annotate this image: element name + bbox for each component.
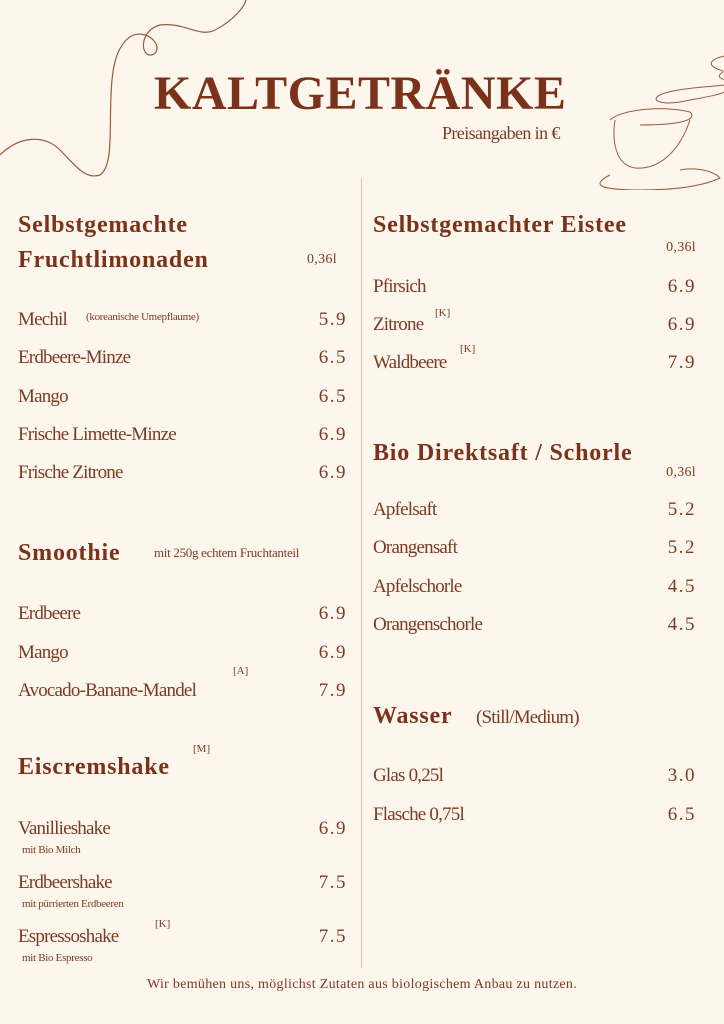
item-subtitle: mit Bio Espresso bbox=[22, 952, 93, 964]
item-price: 6.9 bbox=[318, 818, 347, 839]
item-price: 6.9 bbox=[318, 462, 347, 483]
price-note: Preisangaben in € bbox=[442, 123, 560, 143]
item-price: 3.0 bbox=[667, 765, 696, 786]
item-name: Espressoshake bbox=[18, 926, 119, 947]
item-name: Mango bbox=[18, 642, 68, 663]
item-name: Glas 0,25l bbox=[373, 765, 444, 786]
item-price: 6.9 bbox=[667, 276, 696, 297]
item-price: 4.5 bbox=[667, 576, 696, 597]
allergen-label: [K] bbox=[155, 918, 171, 930]
item-price: 6.5 bbox=[318, 386, 347, 407]
section-note: (Still/Medium) bbox=[476, 707, 579, 728]
item-price: 5.2 bbox=[667, 537, 696, 558]
section-title-wasser: Wasser bbox=[373, 703, 453, 729]
section-title-eistee: Selbstgemachter Eistee bbox=[373, 212, 627, 238]
item-name: Erdbeere bbox=[18, 603, 81, 624]
section-title-limonaden: Selbstgemachte bbox=[18, 212, 188, 238]
column-divider bbox=[361, 178, 362, 968]
volume-label: 0,36l bbox=[666, 465, 696, 480]
page-title: KALTGETRÄNKE bbox=[154, 67, 567, 120]
item-name: Avocado-Banane-Mandel bbox=[18, 680, 197, 701]
item-name: Orangensaft bbox=[373, 537, 458, 558]
item-price: 6.9 bbox=[667, 314, 696, 335]
item-name: Flasche 0,75l bbox=[373, 804, 464, 825]
item-name: Mango bbox=[18, 386, 68, 407]
item-price: 6.9 bbox=[318, 424, 347, 445]
item-name: Frische Zitrone bbox=[18, 462, 123, 483]
item-name: Erdbeershake bbox=[18, 872, 112, 893]
item-price: 6.5 bbox=[667, 804, 696, 825]
volume-label: 0,36l bbox=[307, 252, 337, 267]
item-name: Zitrone bbox=[373, 314, 424, 335]
section-title-eiscremshake: Eiscremshake bbox=[18, 754, 170, 780]
item-price: 7.5 bbox=[318, 926, 347, 947]
footer-note: Wir bemühen uns, möglichst Zutaten aus biologischem Anbau zu nutzen. bbox=[146, 977, 578, 992]
item-price: 7.5 bbox=[318, 872, 347, 893]
coffee-cup-icon bbox=[580, 50, 724, 190]
section-title-direktsaft: Bio Direktsaft / Schorle bbox=[373, 440, 633, 466]
item-name: Apfelsaft bbox=[373, 499, 437, 520]
item-price: 5.2 bbox=[667, 499, 696, 520]
item-subtitle: mit pürrierten Erdbeeren bbox=[22, 898, 124, 910]
item-price: 7.9 bbox=[318, 680, 347, 701]
item-name: Pfirsich bbox=[373, 276, 426, 297]
section-title-smoothie: Smoothie bbox=[18, 540, 121, 566]
item-price: 4.5 bbox=[667, 614, 696, 635]
item-name: Frische Limette-Minze bbox=[18, 424, 176, 445]
item-note: (koreanische Umepflaume) bbox=[86, 311, 199, 323]
item-price: 5.9 bbox=[318, 309, 347, 330]
item-name: Vanillieshake bbox=[18, 818, 110, 839]
item-name: Waldbeere bbox=[373, 352, 447, 373]
allergen-label: [A] bbox=[233, 665, 249, 677]
item-name: Orangenschorle bbox=[373, 614, 483, 635]
allergen-label: [M] bbox=[193, 743, 211, 755]
item-subtitle: mit Bio Milch bbox=[22, 844, 81, 856]
section-title-limonaden-2: Fruchtlimonaden bbox=[18, 247, 209, 273]
item-name: Erdbeere-Minze bbox=[18, 347, 131, 368]
item-price: 6.9 bbox=[318, 642, 347, 663]
item-price: 7.9 bbox=[667, 352, 696, 373]
item-price: 6.5 bbox=[318, 347, 347, 368]
item-name: Mechil bbox=[18, 309, 68, 330]
section-note: mit 250g echtem Fruchtanteil bbox=[154, 545, 300, 560]
item-price: 6.9 bbox=[318, 603, 347, 624]
allergen-label: [K] bbox=[435, 307, 451, 319]
allergen-label: [K] bbox=[460, 343, 476, 355]
item-name: Apfelschorle bbox=[373, 576, 462, 597]
volume-label: 0,36l bbox=[666, 240, 696, 255]
